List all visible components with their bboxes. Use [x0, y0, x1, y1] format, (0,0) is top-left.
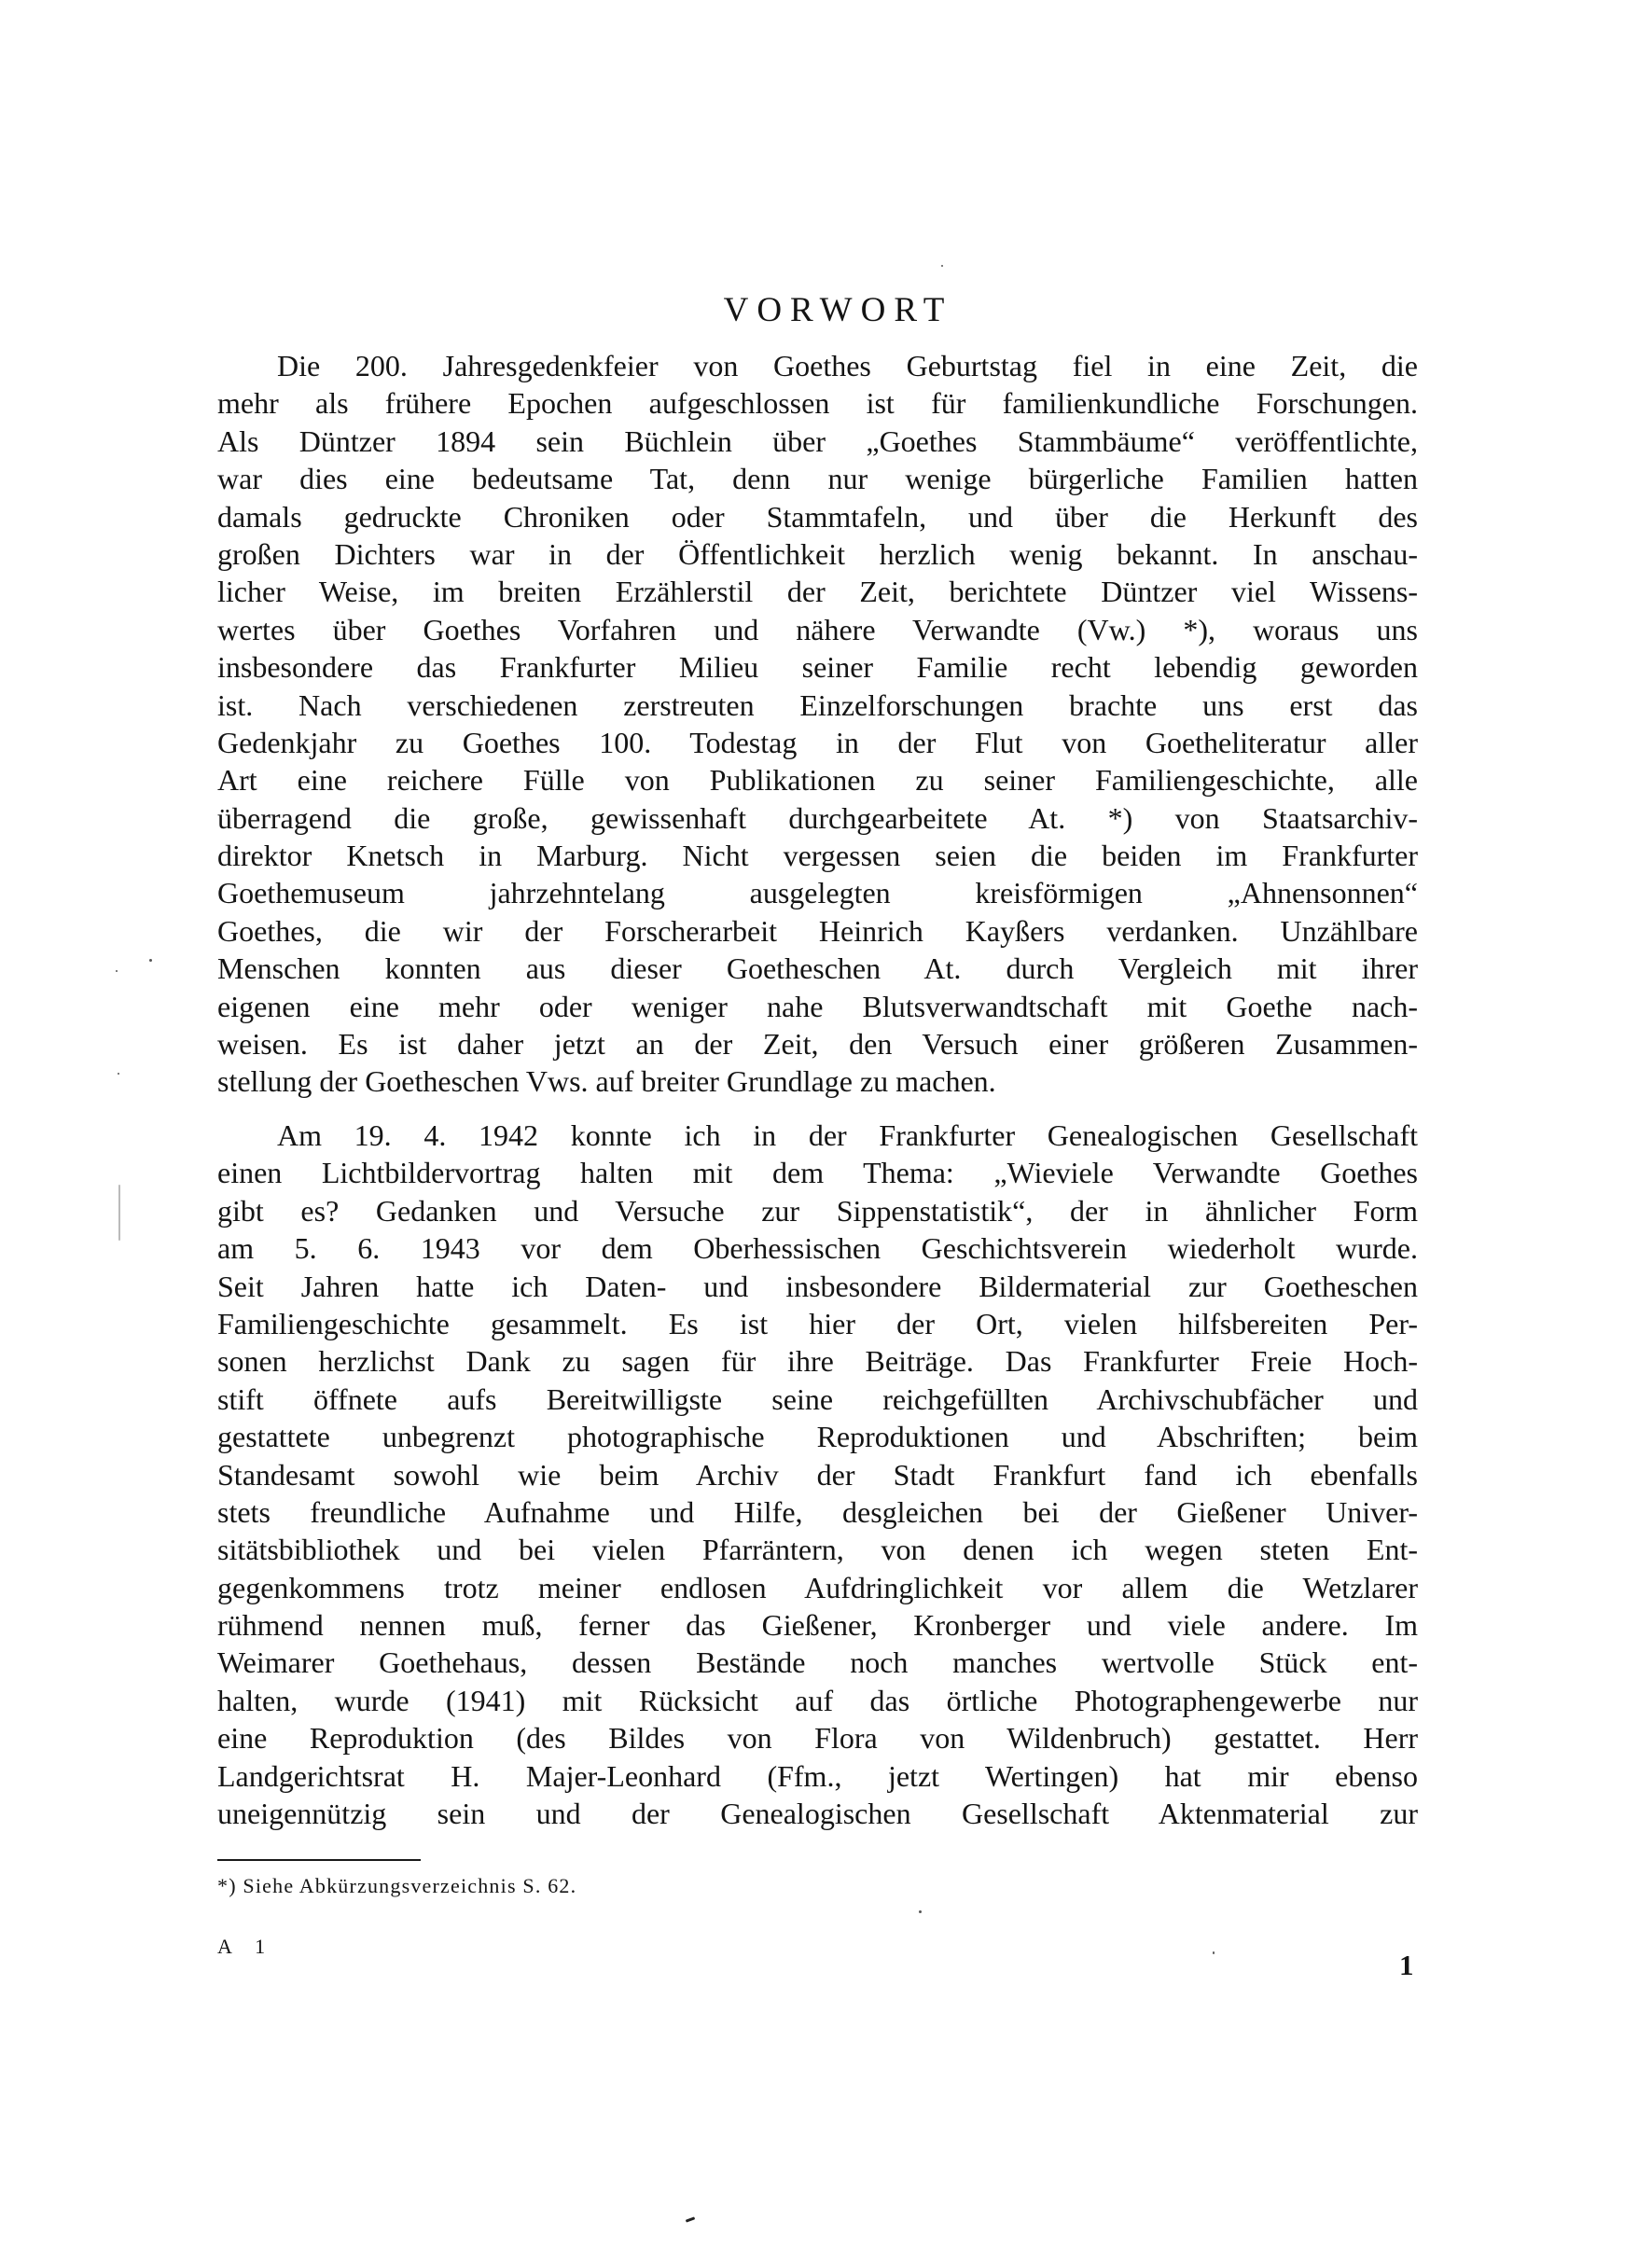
text-line: Gedenkjahr zu Goethes 100. Todestag in der Flut von Goetheliteratur aller — [217, 725, 1418, 759]
footnote-divider — [217, 1859, 421, 1861]
text-line: eigenen eine mehr oder weniger nahe Blutsverwandtschaft mit Goethe nach- — [217, 989, 1418, 1023]
text-line: insbesondere das Frankfurter Milieu seiner Familie recht lebendig geworden — [217, 650, 1418, 685]
text-line: damals gedruckte Chroniken oder Stammtafeln, und über die Herkunft des — [217, 499, 1418, 534]
text-line: war dies eine bedeutsame Tat, denn nur wenige bürgerliche Familien hatten — [217, 462, 1418, 496]
text-line: überragend die große, gewissenhaft durchgearbeitete At. *) von Staatsarchiv- — [217, 800, 1418, 835]
text-line: licher Weise, im breiten Erzählerstil der Zeit, berichtete Düntzer viel Wissens- — [217, 575, 1418, 609]
text-line: Standesamt sowohl wie beim Archiv der Stadt Frankfurt fand ich ebenfalls — [217, 1457, 1418, 1492]
text-line: Goethes, die wir der Forscherarbeit Heinrich Kayßers verdanken. Unzählbare — [217, 913, 1418, 948]
text-line: am 5. 6. 1943 vor dem Oberhessischen Geschichtsverein wiederholt wurde. — [217, 1231, 1418, 1266]
page-number: 1 — [1399, 1949, 1414, 1981]
text-line: stift öffnete aufs Bereitwilligste seine reichgefüllten Archivschubfächer und — [217, 1381, 1418, 1416]
text-line: gibt es? Gedanken und Versuche zur Sippenstatistik“, der in ähnlicher Form — [217, 1193, 1418, 1228]
paragraph-2 — [217, 1117, 1418, 1832]
text-line: rühmend nennen muß, ferner das Gießener, Kronberger und viele andere. Im — [217, 1608, 1418, 1643]
scan-speck — [116, 970, 118, 972]
text-line: halten, wurde (1941) mit Rücksicht auf das örtliche Photographengewerbe nur — [217, 1683, 1418, 1717]
text-line: Landgerichtsrat H. Majer-Leonhard (Ffm., jetzt Wertingen) hat mir ebenso — [217, 1758, 1418, 1793]
text-line: sonen herzlichst Dank zu sagen für ihre Beiträge. Das Frankfurter Freie Hoch- — [217, 1344, 1418, 1379]
page-title: VORWORT — [723, 290, 953, 329]
text-line: Familiengeschichte gesammelt. Es ist hier der Ort, vielen hilfsbereiten Per- — [217, 1306, 1418, 1340]
text-line: ist. Nach verschiedenen zerstreuten Einzelforschungen brachte uns erst das — [217, 687, 1418, 722]
text-line: Die 200. Jahresgedenkfeier von Goethes Geburtstag fiel in eine Zeit, die — [277, 349, 1418, 382]
text-line: stets freundliche Aufnahme und Hilfe, desgleichen bei der Gießener Univer- — [217, 1494, 1418, 1529]
scan-speck — [941, 265, 943, 267]
paragraph-1 — [217, 347, 1418, 1101]
scan-speck — [1213, 1951, 1215, 1954]
scan-speck — [149, 959, 152, 962]
text-line: sitätsbibliothek und bei vielen Pfarräntern, von denen ich wegen steten Ent- — [217, 1533, 1418, 1567]
text-line: direktor Knetsch in Marburg. Nicht vergessen seien die beiden im Frankfurter — [217, 839, 1418, 873]
text-line: mehr als frühere Epochen aufgeschlossen ist für familienkundliche Forschungen. — [217, 386, 1418, 421]
scan-speck — [919, 1910, 922, 1913]
scan-speck — [686, 2216, 695, 2222]
text-line: eine Reproduktion (des Bildes von Flora von Wildenbruch) gestattet. Herr — [217, 1721, 1418, 1756]
text-line: Menschen konnten aus dieser Goetheschen At. durch Vergleich mit ihrer — [217, 951, 1418, 986]
text-line: gestattete unbegrenzt photographische Reproduktionen und Abschriften; beim — [217, 1420, 1418, 1454]
text-line: uneigennützig sein und der Genealogischen Gesellschaft Aktenmaterial zur — [217, 1797, 1418, 1831]
scan-speck — [118, 1073, 119, 1075]
text-line: gegenkommens trotz meiner endlosen Aufdringlichkeit vor allem die Wetzlarer — [217, 1570, 1418, 1604]
text-line: Goethemuseum jahrzehntelang ausgelegten kreisförmigen „Ahnensonnen“ — [217, 876, 1418, 910]
text-line: stellung der Goetheschen Vws. auf breiter Grundlage zu machen. — [217, 1064, 996, 1099]
signature-mark: A 1 — [217, 1935, 275, 1958]
text-line: Seit Jahren hatte ich Daten- und insbesondere Bildermaterial zur Goetheschen — [217, 1269, 1418, 1303]
text-line: Am 19. 4. 1942 konnte ich in der Frankfurter Genealogischen Gesellschaft — [277, 1118, 1418, 1152]
text-line: weisen. Es ist daher jetzt an der Zeit, den Versuch einer größeren Zusammen- — [217, 1027, 1418, 1062]
text-line: Als Düntzer 1894 sein Büchlein über „Goethes Stammbäume“ veröffentlichte, — [217, 423, 1418, 458]
text-line: Weimarer Goethehaus, dessen Bestände noch manches wertvolle Stück ent- — [217, 1645, 1418, 1680]
text-line: wertes über Goethes Vorfahren und nähere Verwandte (Vw.) *), woraus uns — [217, 612, 1418, 646]
text-line: großen Dichters war in der Öffentlichkeit herzlich wenig bekannt. In anschau- — [217, 536, 1418, 571]
text-line: Art eine reichere Fülle von Publikationen zu seiner Familiengeschichte, alle — [217, 763, 1418, 798]
footnote: *) Siehe Abkürzungsverzeichnis S. 62. — [217, 1874, 577, 1897]
scan-speck — [118, 1185, 120, 1241]
text-line: einen Lichtbildervortrag halten mit dem Thema: „Wieviele Verwandte Goethes — [217, 1156, 1418, 1190]
